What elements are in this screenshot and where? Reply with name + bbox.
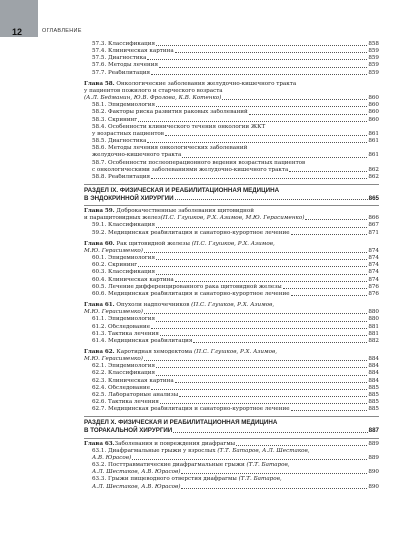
toc-entry[interactable]: 61.2. Обследование 881 bbox=[92, 323, 379, 330]
toc-entry[interactable]: 58.7. Особенности послеоперационного ведения возрастных пациентов с онкологическими заболеваниями желудочно-кишечного тракта 862 bbox=[92, 159, 379, 173]
toc-chapter-60[interactable]: Глава 60. Рак щитовидной железы (П.С. Глушков, Р.Х. Азимов, М.Ю. Герасименко) 874 bbox=[84, 240, 379, 254]
toc-entry[interactable]: 58.8. Реабилитация 862 bbox=[92, 173, 379, 180]
toc-entry[interactable]: 63.1. Диафрагмальные грыжи у взрослых (Т.Т. Батаров, А.Л. Шестаков, А.В. Юрасов) 889 bbox=[92, 447, 379, 461]
toc-entry[interactable]: 62.6. Тактика лечения 885 bbox=[92, 399, 379, 406]
toc-chapter-59[interactable]: Глава 59. Доброкачественные заболевания щитовидной и паращитовидных желез (П.С. Глушков, Р.Х. Азимов, М.Ю. Герасименко) 866 bbox=[84, 208, 379, 222]
toc-entry[interactable]: 63.2. Посттравматические диафрагмальные грыжи (Т.Т. Батаров, А.Л. Шестаков, А.В. Юрасов) 890 bbox=[92, 462, 379, 476]
table-of-contents bbox=[84, 41, 379, 491]
toc-entry[interactable]: 60.2. Скрининг 874 bbox=[92, 262, 379, 269]
toc-entry[interactable]: 58.1. Эпидемиология 860 bbox=[92, 102, 379, 109]
toc-entry[interactable]: 63.3. Грыжи пищеводного отверстия диафрагмы (Т.Т. Батаров, А.Л. Шестаков, А.В. Юрасов) 890 bbox=[92, 476, 379, 490]
running-head: ОГЛАВЛЕНИЕ bbox=[42, 28, 82, 34]
toc-chapter-62[interactable]: Глава 62. Каротидная хемодектома (П.С. Глушков, Р.Х. Азимов, М.Ю. Герасименко) 884 bbox=[84, 348, 379, 363]
toc-entry[interactable]: 62.2. Классификация 884 bbox=[92, 370, 379, 377]
toc-section-9[interactable]: РАЗДЕЛ IX. ФИЗИЧЕСКАЯ И РЕАБИЛИТАЦИОННАЯ МЕДИЦИНА В ЭНДОКРИННОЙ ХИРУРГИИ 865 bbox=[84, 186, 379, 202]
section-divider bbox=[84, 416, 379, 417]
toc-entry[interactable]: 62.7. Медицинская реабилитация и санаторно-курортное лечение 885 bbox=[92, 406, 379, 413]
toc-entry[interactable]: 59.1. Классификация 867 bbox=[92, 222, 379, 229]
toc-entry[interactable]: 57.7. Реабилитация 859 bbox=[92, 69, 379, 76]
toc-entry[interactable]: 57.5. Диагностика 859 bbox=[92, 55, 379, 62]
toc-entry[interactable]: 58.3. Скрининг 860 bbox=[92, 116, 379, 123]
toc-entry[interactable]: 61.4. Медицинская реабилитация 882 bbox=[92, 337, 379, 344]
toc-entry[interactable]: 62.1. Эпидемиология 884 bbox=[92, 363, 379, 370]
toc-entry[interactable]: 62.4. Обследование 885 bbox=[92, 384, 379, 391]
toc-section-10[interactable]: РАЗДЕЛ X. ФИЗИЧЕСКАЯ И РЕАБИЛИТАЦИОННАЯ МЕДИЦИНА В ТОРАКАЛЬНОЙ ХИРУРГИИ 887 bbox=[84, 419, 379, 434]
toc-entry[interactable]: 60.3. Классификация 874 bbox=[92, 269, 379, 276]
toc-entry[interactable]: 58.4. Особенности клинического течения онкологии ЖКТ у возрастных пациентов 861 bbox=[92, 123, 379, 137]
toc-entry[interactable]: 58.5. Диагностика 861 bbox=[92, 138, 379, 145]
toc-entry[interactable]: 62.5. Лабораторные анализы 885 bbox=[92, 391, 379, 398]
section-divider bbox=[84, 205, 379, 206]
section-divider bbox=[84, 184, 379, 185]
toc-entry[interactable]: 57.4. Клиническая картина 859 bbox=[92, 48, 379, 55]
section-divider bbox=[84, 438, 379, 439]
toc-chapter-61[interactable]: Глава 61. Опухоли надпочечников (П.С. Глушков, Р.Х. Азимов, М.Ю. Герасименко) 880 bbox=[84, 302, 379, 316]
toc-entry[interactable]: 60.4. Клиническая картина 874 bbox=[92, 276, 379, 283]
toc-chapter-58[interactable]: Глава 58. Онкологические заболевания желудочно-кишечного тракта у пациентов пожилого и старческого возраста (А.Л. Бедманин, Ю.В. Фролова, К.В. Котенко) 860 bbox=[84, 80, 379, 102]
toc-entry[interactable]: 60.5. Лечение дифференцированного рака щитовидной железы 876 bbox=[92, 283, 379, 290]
toc-entry[interactable]: 58.2. Факторы риска развития раковых заболеваний 860 bbox=[92, 109, 379, 116]
toc-entry[interactable]: 58.6. Методы лечения онкологических заболеваний желудочно-кишечного тракта 861 bbox=[92, 145, 379, 159]
toc-entry[interactable]: 57.6. Методы лечения 859 bbox=[92, 62, 379, 69]
toc-group-57 bbox=[84, 41, 379, 77]
toc-entry[interactable]: 62.3. Клиническая картина 884 bbox=[92, 377, 379, 384]
toc-entry[interactable]: 60.1. Эпидемиология 874 bbox=[92, 255, 379, 262]
toc-entry[interactable]: 57.3. Классификация 858 bbox=[92, 41, 379, 47]
toc-entry[interactable]: 61.1. Эпидемиология 880 bbox=[92, 316, 379, 323]
page-number: 12 bbox=[12, 27, 23, 37]
toc-entry[interactable]: 60.6. Медицинская реабилитация и санаторно-курортное лечение 876 bbox=[92, 290, 379, 297]
toc-entry[interactable]: 61.3. Тактика лечения 881 bbox=[92, 330, 379, 337]
toc-chapter-63[interactable]: Глава 63. Заболевания и повреждения диафрагмы 889 bbox=[84, 440, 379, 447]
toc-entry[interactable]: 59.2. Медицинская реабилитация и санаторно-курортное лечение 871 bbox=[92, 229, 379, 236]
